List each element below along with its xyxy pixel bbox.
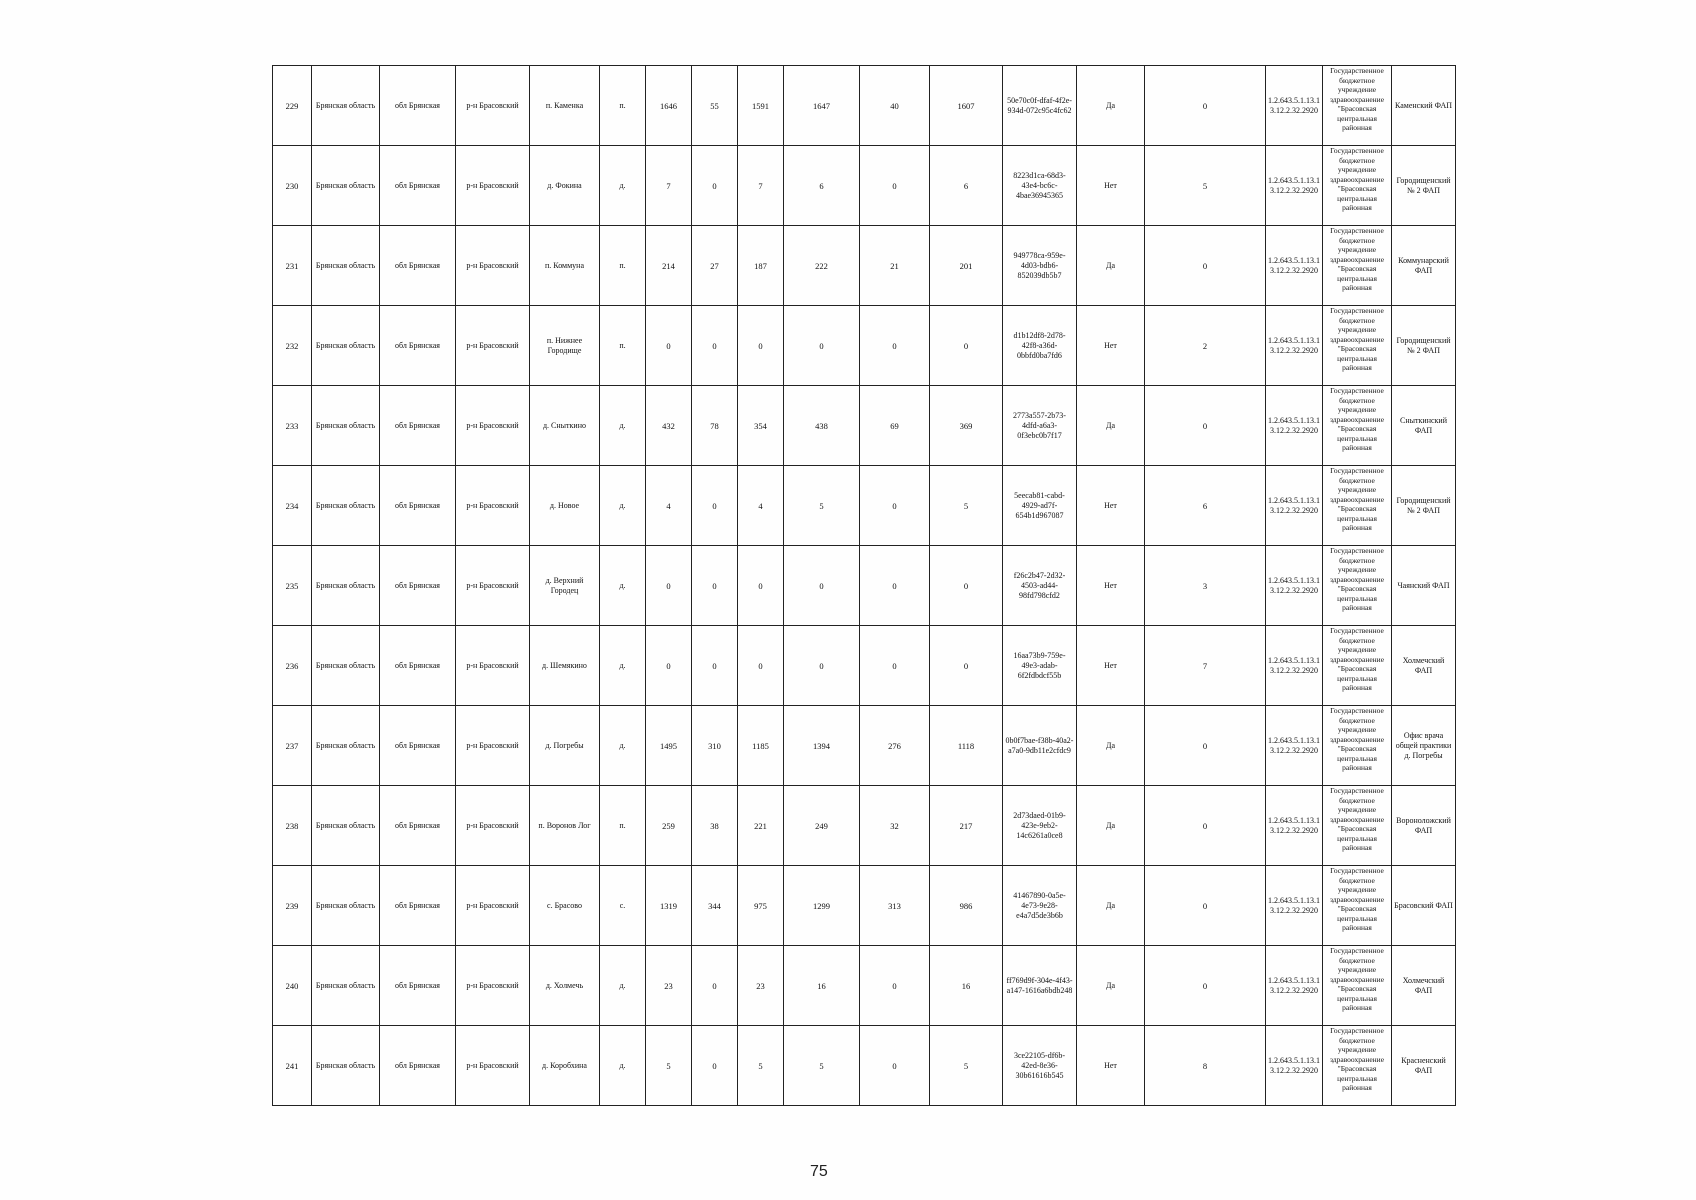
- value-cell-1: 1646: [646, 66, 692, 146]
- value-cell-4: 1394: [784, 706, 860, 786]
- value-cell-1: 23: [646, 946, 692, 1026]
- table-row: [273, 546, 1456, 626]
- organization-cell: Государственное бюджетное учреждение здравоохранение "Брасовская центральная районная: [1323, 226, 1392, 306]
- facility-cell: Городищенский № 2 ФАП: [1392, 146, 1456, 226]
- code-cell: 1.2.643.5.1.13.13.12.2.32.2920: [1266, 786, 1323, 866]
- region-cell: Брянская область: [312, 626, 380, 706]
- table-body: [273, 66, 1456, 1106]
- value-cell-1: 4: [646, 466, 692, 546]
- value-cell-5: 313: [860, 866, 930, 946]
- settlement-type-cell: д.: [600, 946, 646, 1026]
- facility-cell: Каменский ФАП: [1392, 66, 1456, 146]
- oblast-cell: обл Брянская: [380, 386, 456, 466]
- organization-cell: Государственное бюджетное учреждение здравоохранение "Брасовская центральная районная: [1323, 546, 1392, 626]
- settlement-cell: д. Сныткино: [530, 386, 600, 466]
- value-cell-2: 310: [692, 706, 738, 786]
- district-cell: р-н Брасовский: [456, 626, 530, 706]
- value-cell-2: 0: [692, 1026, 738, 1106]
- value-cell-1: 432: [646, 386, 692, 466]
- value-cell-5: 0: [860, 146, 930, 226]
- guid-cell: d1b12df8-2d78-42f8-a36d-0bbfd0ba7fd6: [1003, 306, 1077, 386]
- value-cell-5: 32: [860, 786, 930, 866]
- value-cell-3: 354: [738, 386, 784, 466]
- flag-cell: Да: [1077, 226, 1145, 306]
- value-cell-6: 16: [930, 946, 1003, 1026]
- value-cell-2: 27: [692, 226, 738, 306]
- row-number: 231: [273, 226, 312, 306]
- value-cell-6: 0: [930, 626, 1003, 706]
- district-cell: р-н Брасовский: [456, 146, 530, 226]
- row-number: 237: [273, 706, 312, 786]
- organization-cell: Государственное бюджетное учреждение здравоохранение "Брасовская центральная районная: [1323, 386, 1392, 466]
- value-cell-4: 16: [784, 946, 860, 1026]
- flag-cell: Нет: [1077, 466, 1145, 546]
- value-cell-6: 369: [930, 386, 1003, 466]
- value-cell-6: 217: [930, 786, 1003, 866]
- value-cell-3: 975: [738, 866, 784, 946]
- value-cell-6: 986: [930, 866, 1003, 946]
- code-cell: 1.2.643.5.1.13.13.12.2.32.2920: [1266, 386, 1323, 466]
- table-row: [273, 306, 1456, 386]
- code-cell: 1.2.643.5.1.13.13.12.2.32.2920: [1266, 866, 1323, 946]
- settlement-cell: д. Верхний Городец: [530, 546, 600, 626]
- value-cell-3: 23: [738, 946, 784, 1026]
- value-cell-5: 276: [860, 706, 930, 786]
- oblast-cell: обл Брянская: [380, 866, 456, 946]
- guid-cell: 2d73daed-01b9-423e-9eb2-14c6261a0ce8: [1003, 786, 1077, 866]
- settlement-cell: п. Нижнее Городище: [530, 306, 600, 386]
- code-cell: 1.2.643.5.1.13.13.12.2.32.2920: [1266, 66, 1323, 146]
- facility-cell: Городищенский № 2 ФАП: [1392, 306, 1456, 386]
- region-cell: Брянская область: [312, 226, 380, 306]
- row-number: 239: [273, 866, 312, 946]
- facility-cell: Холмечский ФАП: [1392, 946, 1456, 1026]
- table-row: [273, 226, 1456, 306]
- value-cell-6: 5: [930, 1026, 1003, 1106]
- value-cell-6: 201: [930, 226, 1003, 306]
- settlement-type-cell: д.: [600, 386, 646, 466]
- organization-cell: Государственное бюджетное учреждение здравоохранение "Брасовская центральная районная: [1323, 706, 1392, 786]
- value-cell-5: 0: [860, 546, 930, 626]
- oblast-cell: обл Брянская: [380, 946, 456, 1026]
- settlement-cell: с. Брасово: [530, 866, 600, 946]
- table-row: [273, 66, 1456, 146]
- value-cell-2: 0: [692, 626, 738, 706]
- facility-cell: Холмечский ФАП: [1392, 626, 1456, 706]
- district-cell: р-н Брасовский: [456, 786, 530, 866]
- district-cell: р-н Брасовский: [456, 226, 530, 306]
- table-row: [273, 1026, 1456, 1106]
- flag-cell: Да: [1077, 386, 1145, 466]
- value-cell-1: 0: [646, 546, 692, 626]
- settlement-type-cell: п.: [600, 786, 646, 866]
- organization-cell: Государственное бюджетное учреждение здравоохранение "Брасовская центральная районная: [1323, 626, 1392, 706]
- facility-cell: Брасовский ФАП: [1392, 866, 1456, 946]
- code-cell: 1.2.643.5.1.13.13.12.2.32.2920: [1266, 706, 1323, 786]
- data-table: [272, 65, 1456, 1106]
- row-number: 233: [273, 386, 312, 466]
- region-cell: Брянская область: [312, 946, 380, 1026]
- value-cell-1: 1319: [646, 866, 692, 946]
- organization-cell: Государственное бюджетное учреждение здравоохранение "Брасовская центральная районная: [1323, 866, 1392, 946]
- value-cell-2: 0: [692, 146, 738, 226]
- value-cell-3: 7: [738, 146, 784, 226]
- row-number: 230: [273, 146, 312, 226]
- value-cell-5: 40: [860, 66, 930, 146]
- guid-cell: 41467890-0a5e-4e73-9e28-e4a7d5de3b6b: [1003, 866, 1077, 946]
- settlement-type-cell: д.: [600, 546, 646, 626]
- oblast-cell: обл Брянская: [380, 786, 456, 866]
- settlement-cell: д. Коробхина: [530, 1026, 600, 1106]
- value-cell-2: 78: [692, 386, 738, 466]
- count-cell: 8: [1145, 1026, 1266, 1106]
- table-row: [273, 786, 1456, 866]
- guid-cell: 5eecab81-cabd-4929-ad7f-654b1d967087: [1003, 466, 1077, 546]
- code-cell: 1.2.643.5.1.13.13.12.2.32.2920: [1266, 226, 1323, 306]
- guid-cell: 2773a557-2b73-4dfd-a6a3-0f3ebc0b7f17: [1003, 386, 1077, 466]
- flag-cell: Да: [1077, 866, 1145, 946]
- value-cell-5: 0: [860, 946, 930, 1026]
- flag-cell: Нет: [1077, 546, 1145, 626]
- settlement-type-cell: д.: [600, 466, 646, 546]
- row-number: 241: [273, 1026, 312, 1106]
- settlement-cell: п. Воронов Лог: [530, 786, 600, 866]
- code-cell: 1.2.643.5.1.13.13.12.2.32.2920: [1266, 1026, 1323, 1106]
- value-cell-4: 0: [784, 626, 860, 706]
- value-cell-1: 1495: [646, 706, 692, 786]
- flag-cell: Нет: [1077, 626, 1145, 706]
- value-cell-5: 69: [860, 386, 930, 466]
- organization-cell: Государственное бюджетное учреждение здравоохранение "Брасовская центральная районная: [1323, 1026, 1392, 1106]
- district-cell: р-н Брасовский: [456, 946, 530, 1026]
- count-cell: 5: [1145, 146, 1266, 226]
- oblast-cell: обл Брянская: [380, 466, 456, 546]
- region-cell: Брянская область: [312, 706, 380, 786]
- settlement-cell: д. Холмечь: [530, 946, 600, 1026]
- row-number: 232: [273, 306, 312, 386]
- value-cell-5: 0: [860, 466, 930, 546]
- settlement-cell: д. Погребы: [530, 706, 600, 786]
- value-cell-3: 0: [738, 626, 784, 706]
- flag-cell: Да: [1077, 66, 1145, 146]
- settlement-type-cell: д.: [600, 1026, 646, 1106]
- value-cell-2: 0: [692, 466, 738, 546]
- flag-cell: Да: [1077, 946, 1145, 1026]
- value-cell-1: 259: [646, 786, 692, 866]
- value-cell-6: 1607: [930, 66, 1003, 146]
- guid-cell: 16aa73b9-759e-49e3-adab-6f2fdbdcf55b: [1003, 626, 1077, 706]
- row-number: 235: [273, 546, 312, 626]
- settlement-cell: д. Шемякино: [530, 626, 600, 706]
- value-cell-4: 5: [784, 1026, 860, 1106]
- oblast-cell: обл Брянская: [380, 66, 456, 146]
- oblast-cell: обл Брянская: [380, 1026, 456, 1106]
- value-cell-3: 1591: [738, 66, 784, 146]
- facility-cell: Коммунарский ФАП: [1392, 226, 1456, 306]
- district-cell: р-н Брасовский: [456, 66, 530, 146]
- code-cell: 1.2.643.5.1.13.13.12.2.32.2920: [1266, 546, 1323, 626]
- organization-cell: Государственное бюджетное учреждение здравоохранение "Брасовская центральная районная: [1323, 306, 1392, 386]
- oblast-cell: обл Брянская: [380, 146, 456, 226]
- settlement-cell: д. Новое: [530, 466, 600, 546]
- count-cell: 0: [1145, 946, 1266, 1026]
- value-cell-3: 0: [738, 546, 784, 626]
- value-cell-5: 0: [860, 1026, 930, 1106]
- row-number: 238: [273, 786, 312, 866]
- value-cell-3: 0: [738, 306, 784, 386]
- value-cell-5: 0: [860, 306, 930, 386]
- region-cell: Брянская область: [312, 546, 380, 626]
- table-row: [273, 466, 1456, 546]
- value-cell-1: 7: [646, 146, 692, 226]
- value-cell-6: 6: [930, 146, 1003, 226]
- flag-cell: Да: [1077, 706, 1145, 786]
- district-cell: р-н Брасовский: [456, 386, 530, 466]
- table-row: [273, 146, 1456, 226]
- region-cell: Брянская область: [312, 306, 380, 386]
- guid-cell: 8223d1ca-68d3-43e4-bc6c-4bae36945365: [1003, 146, 1077, 226]
- count-cell: 0: [1145, 386, 1266, 466]
- settlement-type-cell: п.: [600, 306, 646, 386]
- oblast-cell: обл Брянская: [380, 226, 456, 306]
- code-cell: 1.2.643.5.1.13.13.12.2.32.2920: [1266, 306, 1323, 386]
- value-cell-4: 0: [784, 546, 860, 626]
- count-cell: 3: [1145, 546, 1266, 626]
- code-cell: 1.2.643.5.1.13.13.12.2.32.2920: [1266, 946, 1323, 1026]
- region-cell: Брянская область: [312, 466, 380, 546]
- value-cell-6: 0: [930, 546, 1003, 626]
- region-cell: Брянская область: [312, 66, 380, 146]
- settlement-cell: п. Каменка: [530, 66, 600, 146]
- row-number: 229: [273, 66, 312, 146]
- settlement-cell: д. Фокина: [530, 146, 600, 226]
- settlement-type-cell: с.: [600, 866, 646, 946]
- facility-cell: Городищенский № 2 ФАП: [1392, 466, 1456, 546]
- facility-cell: Сныткинский ФАП: [1392, 386, 1456, 466]
- organization-cell: Государственное бюджетное учреждение здравоохранение "Брасовская центральная районная: [1323, 146, 1392, 226]
- value-cell-6: 5: [930, 466, 1003, 546]
- code-cell: 1.2.643.5.1.13.13.12.2.32.2920: [1266, 466, 1323, 546]
- settlement-cell: п. Коммуна: [530, 226, 600, 306]
- flag-cell: Нет: [1077, 306, 1145, 386]
- table-row: [273, 866, 1456, 946]
- row-number: 234: [273, 466, 312, 546]
- value-cell-2: 0: [692, 946, 738, 1026]
- count-cell: 7: [1145, 626, 1266, 706]
- guid-cell: 0b0f7bae-f38b-40a2-a7a0-9db11e2cfdc9: [1003, 706, 1077, 786]
- value-cell-4: 5: [784, 466, 860, 546]
- value-cell-4: 438: [784, 386, 860, 466]
- guid-cell: 3ce22105-df6b-42ed-8e36-30b61616b545: [1003, 1026, 1077, 1106]
- value-cell-3: 221: [738, 786, 784, 866]
- organization-cell: Государственное бюджетное учреждение здравоохранение "Брасовская центральная районная: [1323, 946, 1392, 1026]
- count-cell: 0: [1145, 66, 1266, 146]
- organization-cell: Государственное бюджетное учреждение здравоохранение "Брасовская центральная районная: [1323, 466, 1392, 546]
- facility-cell: Вороноложский ФАП: [1392, 786, 1456, 866]
- oblast-cell: обл Брянская: [380, 546, 456, 626]
- district-cell: р-н Брасовский: [456, 706, 530, 786]
- district-cell: р-н Брасовский: [456, 866, 530, 946]
- value-cell-3: 4: [738, 466, 784, 546]
- oblast-cell: обл Брянская: [380, 626, 456, 706]
- value-cell-1: 5: [646, 1026, 692, 1106]
- district-cell: р-н Брасовский: [456, 1026, 530, 1106]
- flag-cell: Нет: [1077, 1026, 1145, 1106]
- value-cell-4: 0: [784, 306, 860, 386]
- count-cell: 2: [1145, 306, 1266, 386]
- settlement-type-cell: д.: [600, 706, 646, 786]
- facility-cell: Офис врача общей практики д. Погребы: [1392, 706, 1456, 786]
- district-cell: р-н Брасовский: [456, 466, 530, 546]
- value-cell-6: 0: [930, 306, 1003, 386]
- settlement-type-cell: п.: [600, 66, 646, 146]
- value-cell-1: 0: [646, 306, 692, 386]
- value-cell-2: 55: [692, 66, 738, 146]
- guid-cell: 50e70c0f-dfaf-4f2e-934d-072c95c4fc62: [1003, 66, 1077, 146]
- value-cell-4: 222: [784, 226, 860, 306]
- value-cell-4: 249: [784, 786, 860, 866]
- page-number: 75: [810, 1163, 828, 1180]
- count-cell: 0: [1145, 226, 1266, 306]
- district-cell: р-н Брасовский: [456, 546, 530, 626]
- count-cell: 0: [1145, 706, 1266, 786]
- value-cell-1: 0: [646, 626, 692, 706]
- value-cell-5: 21: [860, 226, 930, 306]
- settlement-type-cell: п.: [600, 226, 646, 306]
- table-row: [273, 946, 1456, 1026]
- guid-cell: ff769d9f-304e-4f43-a147-1616a6bdb248: [1003, 946, 1077, 1026]
- facility-cell: Красненский ФАП: [1392, 1026, 1456, 1106]
- guid-cell: f26c2b47-2d32-4503-ad44-98fd798cfd2: [1003, 546, 1077, 626]
- row-number: 240: [273, 946, 312, 1026]
- code-cell: 1.2.643.5.1.13.13.12.2.32.2920: [1266, 146, 1323, 226]
- value-cell-2: 38: [692, 786, 738, 866]
- count-cell: 6: [1145, 466, 1266, 546]
- region-cell: Брянская область: [312, 386, 380, 466]
- organization-cell: Государственное бюджетное учреждение здравоохранение "Брасовская центральная районная: [1323, 786, 1392, 866]
- settlement-type-cell: д.: [600, 626, 646, 706]
- oblast-cell: обл Брянская: [380, 706, 456, 786]
- district-cell: р-н Брасовский: [456, 306, 530, 386]
- count-cell: 0: [1145, 866, 1266, 946]
- value-cell-5: 0: [860, 626, 930, 706]
- value-cell-6: 1118: [930, 706, 1003, 786]
- count-cell: 0: [1145, 786, 1266, 866]
- value-cell-1: 214: [646, 226, 692, 306]
- value-cell-3: 5: [738, 1026, 784, 1106]
- value-cell-3: 1185: [738, 706, 784, 786]
- table-row: [273, 626, 1456, 706]
- region-cell: Брянская область: [312, 866, 380, 946]
- flag-cell: Нет: [1077, 146, 1145, 226]
- code-cell: 1.2.643.5.1.13.13.12.2.32.2920: [1266, 626, 1323, 706]
- organization-cell: Государственное бюджетное учреждение здравоохранение "Брасовская центральная районная: [1323, 66, 1392, 146]
- value-cell-4: 1647: [784, 66, 860, 146]
- value-cell-2: 0: [692, 306, 738, 386]
- region-cell: Брянская область: [312, 786, 380, 866]
- guid-cell: 949778ca-959e-4d03-bdb6-852039db5b7: [1003, 226, 1077, 306]
- oblast-cell: обл Брянская: [380, 306, 456, 386]
- value-cell-4: 6: [784, 146, 860, 226]
- table-row: [273, 706, 1456, 786]
- table-row: [273, 386, 1456, 466]
- row-number: 236: [273, 626, 312, 706]
- region-cell: Брянская область: [312, 1026, 380, 1106]
- value-cell-4: 1299: [784, 866, 860, 946]
- settlement-type-cell: д.: [600, 146, 646, 226]
- value-cell-3: 187: [738, 226, 784, 306]
- value-cell-2: 0: [692, 546, 738, 626]
- flag-cell: Да: [1077, 786, 1145, 866]
- region-cell: Брянская область: [312, 146, 380, 226]
- value-cell-2: 344: [692, 866, 738, 946]
- facility-cell: Чаянский ФАП: [1392, 546, 1456, 626]
